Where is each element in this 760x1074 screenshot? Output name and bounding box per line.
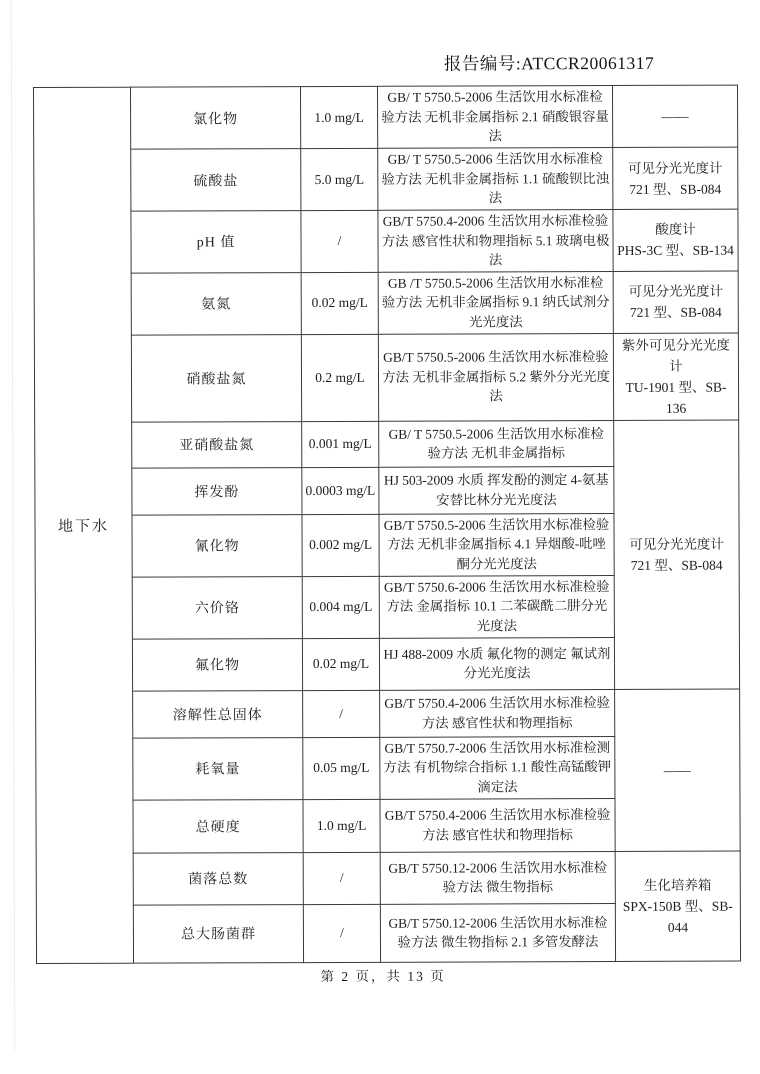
method-cell: GB/T 5750.5-2006 生活饮用水标准检验方法 无机非金属指标 5.2 紫外分光光度法 bbox=[378, 333, 613, 421]
param-cell: 亚硝酸盐氮 bbox=[132, 421, 302, 468]
param-cell: 氯化物 bbox=[130, 87, 300, 150]
limit-cell: 1.0 mg/L bbox=[303, 799, 380, 852]
method-cell: GB/T 5750.12-2006 生活饮用水标准检验方法 微生物指标 2.1 多管发酵法 bbox=[380, 903, 615, 962]
limit-cell: / bbox=[303, 852, 380, 904]
method-cell: HJ 503-2009 水质 挥发酚的测定 4-氨基安替比林分光光度法 bbox=[379, 466, 614, 514]
equipment-cell: 紫外可见分光光度计 TU-1901 型、SB-136 bbox=[613, 333, 738, 420]
param-cell: 菌落总数 bbox=[133, 852, 303, 905]
report-number: 报告编号:ATCCR20061317 bbox=[443, 52, 655, 74]
equipment-cell: 生化培养箱 SPX-150B 型、SB-044 bbox=[615, 851, 740, 961]
param-cell: 挥发酚 bbox=[132, 467, 302, 515]
table-row bbox=[36, 689, 740, 738]
method-cell: GB/T 5750.12-2006 生活饮用水标准检验方法 微生物指标 bbox=[380, 851, 615, 904]
param-cell: 氰化物 bbox=[132, 514, 302, 577]
param-cell: 总大肠菌群 bbox=[133, 904, 303, 963]
test-methods-table bbox=[33, 85, 741, 964]
equipment-cell: —— bbox=[615, 689, 741, 851]
limit-cell: 0.02 mg/L bbox=[302, 638, 379, 690]
param-cell: 氟化物 bbox=[132, 638, 302, 691]
param-cell: 耗氧量 bbox=[133, 737, 303, 800]
limit-cell: 5.0 mg/L bbox=[301, 148, 378, 210]
method-cell: GB /T 5750.5-2006 生活饮用水标准检验方法 无机非金属指标 9.1 纳氏试剂分光光度法 bbox=[378, 271, 613, 334]
param-cell: 总硬度 bbox=[133, 799, 303, 853]
limit-cell: 1.0 mg/L bbox=[300, 86, 377, 148]
param-cell: 氨氮 bbox=[131, 272, 301, 335]
method-cell: GB/ T 5750.5-2006 生活饮用水标准检验方法 无机非金属指标 bbox=[379, 420, 614, 467]
method-cell: GB/T 5750.4-2006 生活饮用水标准检验方法 感官性状和物理指标 bbox=[380, 798, 615, 852]
category-cell: 地下水 bbox=[33, 87, 133, 963]
param-cell: 硝酸盐氮 bbox=[131, 334, 301, 422]
method-cell: GB/T 5750.5-2006 生活饮用水标准检验方法 无机非金属指标 4.1 异烟酸-吡唑酮分光光度法 bbox=[379, 513, 614, 576]
param-cell: 硫酸盐 bbox=[131, 149, 301, 212]
param-cell: 六价铬 bbox=[132, 576, 302, 639]
method-cell: HJ 488-2009 水质 氟化物的测定 氟试剂分光光度法 bbox=[379, 637, 614, 690]
limit-cell: 0.002 mg/L bbox=[302, 514, 379, 576]
table-row bbox=[34, 271, 738, 335]
limit-cell: 0.001 mg/L bbox=[302, 421, 379, 467]
equipment-cell: 可见分光光度计 721 型、SB-084 bbox=[613, 271, 738, 333]
limit-cell: / bbox=[303, 904, 380, 962]
equipment-cell: 可见分光光度计 721 型、SB-084 bbox=[614, 420, 740, 689]
equipment-cell: 酸度计 PHS-3C 型、SB-134 bbox=[613, 209, 738, 271]
limit-cell: 0.0003 mg/L bbox=[302, 467, 379, 514]
method-cell: GB/T 5750.4-2006 生活饮用水标准检验方法 感官性状和物理指标 bbox=[380, 689, 615, 737]
limit-cell: 0.2 mg/L bbox=[301, 334, 378, 421]
limit-cell: 0.05 mg/L bbox=[303, 737, 380, 799]
equipment-cell: 可见分光光度计 721 型、SB-084 bbox=[613, 147, 738, 209]
method-cell: GB/T 5750.4-2006 生活饮用水标准检验方法 感官性状和物理指标 5.1 玻璃电极法 bbox=[378, 210, 613, 272]
limit-cell: 0.02 mg/L bbox=[301, 272, 378, 334]
limit-cell: / bbox=[303, 690, 380, 737]
limit-cell: 0.004 mg/L bbox=[302, 576, 379, 638]
limit-cell: / bbox=[301, 210, 378, 272]
page-footer: 第 2 页，共 13 页 bbox=[320, 968, 446, 985]
method-cell: GB/ T 5750.5-2006 生活饮用水标准检验方法 无机非金属指标 2.1 硝酸银容量法 bbox=[377, 86, 612, 149]
table-row bbox=[33, 85, 737, 149]
scan-edge-artifact bbox=[11, 0, 16, 1050]
method-cell: GB/ T 5750.5-2006 生活饮用水标准检验方法 无机非金属指标 1.1 硫酸钡比浊法 bbox=[378, 148, 613, 211]
param-cell: 溶解性总固体 bbox=[133, 690, 303, 738]
equipment-cell: —— bbox=[612, 85, 737, 147]
param-cell: pH 值 bbox=[131, 211, 301, 273]
table-row bbox=[34, 209, 738, 273]
table-row bbox=[35, 420, 739, 468]
table-row bbox=[36, 851, 740, 905]
method-cell: GB/T 5750.6-2006 生活饮用水标准检验方法 金属指标 10.1 二苯碳酰二肼分光光度法 bbox=[379, 575, 614, 638]
table-row bbox=[34, 147, 738, 211]
table-row bbox=[34, 333, 738, 422]
method-cell: GB/T 5750.7-2006 生活饮用水标准检测方法 有机物综合指标 1.1 酸性高锰酸钾滴定法 bbox=[380, 736, 615, 799]
